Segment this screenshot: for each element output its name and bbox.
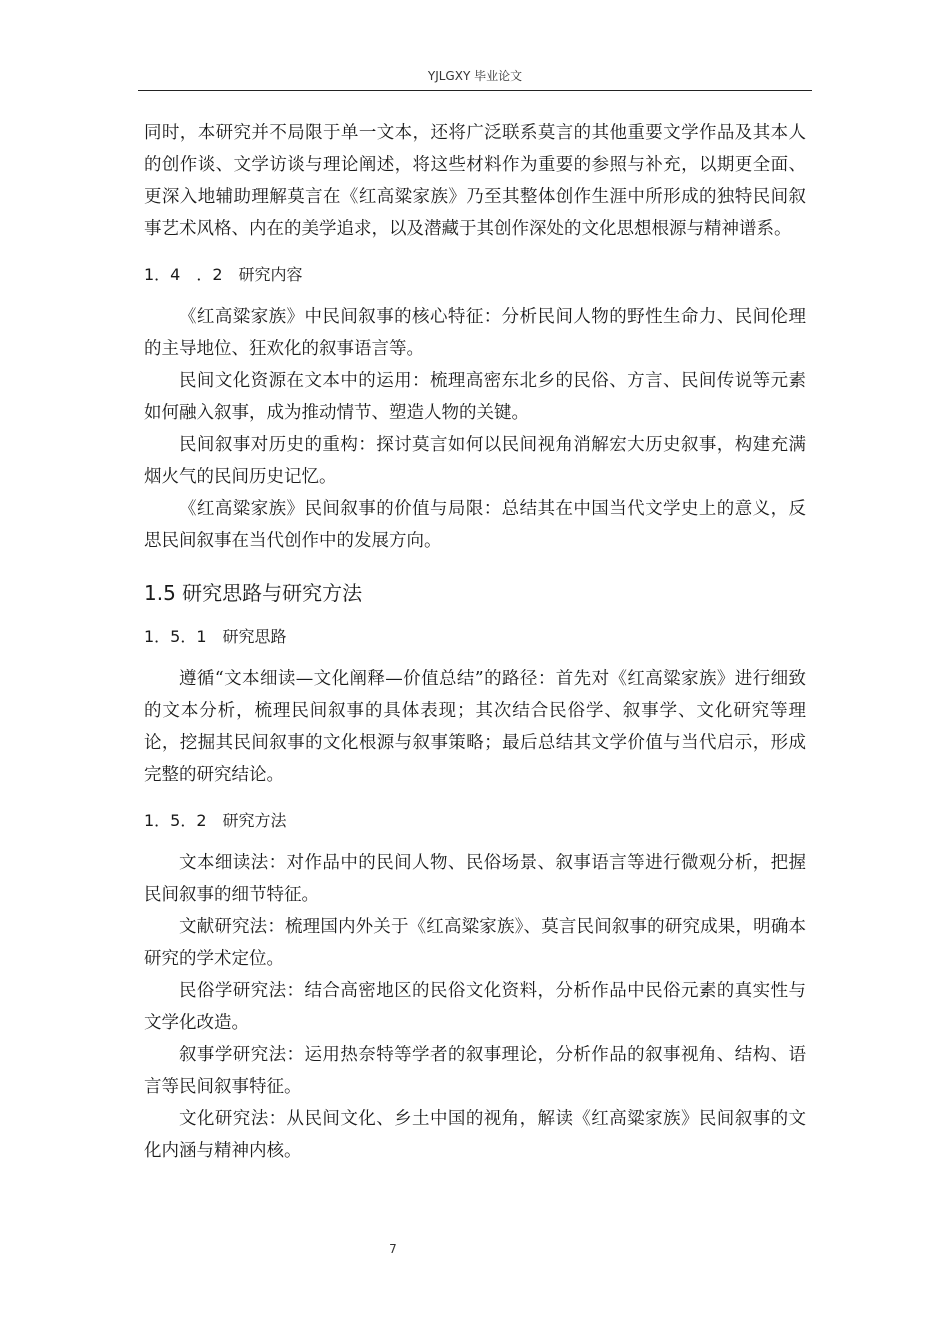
method-paragraph: 叙事学研究法：运用热奈特等学者的叙事理论，分析作品的叙事视角、结构、语言等民间叙事特征。 (144, 1045, 806, 1097)
method-paragraph: 民俗学研究法：结合高密地区的民俗文化资料，分析作品中民俗元素的真实性与文学化改造。 (144, 981, 806, 1033)
method-paragraph: 文献研究法：梳理国内外关于《红高粱家族》、莫言民间叙事的研究成果，明确本研究的学术定位。 (144, 917, 806, 969)
content-paragraph: 民间叙事对历史的重构：探讨莫言如何以民间视角消解宏大历史叙事，构建充满烟火气的民间历史记忆。 (144, 435, 806, 487)
content-paragraph: 遵循“文本细读—文化阐释—价值总结”的路径：首先对《红高粱家族》进行细致的文本分析，梳理民间叙事的具体表现；其次结合民俗学、叙事学、文化研究等理论，挖掘其民间叙事的文化根源与叙事策略；最后总结其文学价值与当代启示，形成完整的研究结论。 (144, 669, 806, 785)
page-footer (0, 1242, 786, 1256)
section-heading-1-5: 1.5 研究思路与研究方法 (144, 581, 363, 605)
header-title: YJLGXY 毕业论文 (427, 69, 523, 83)
intro-paragraph: 同时，本研究并不局限于单一文本，还将广泛联系莫言的其他重要文学作品及其本人的创作谈、文学访谈与理论阐述，将这些材料作为重要的参照与补充，以期更全面、更深入地辅助理解莫言在《红高粱家族》乃至其整体创作生涯中所形成的独特民间叙事艺术风格、内在的美学追求，以及潜藏于其创作深处的文化思想根源与精神谱系。 (144, 123, 806, 239)
section-heading-1-5-2: 1．5．2 研究方法 (144, 811, 287, 830)
page-body (144, 117, 806, 1167)
section-heading-1-5-1: 1．5．1 研究思路 (144, 627, 287, 646)
section-heading-1-4-2: 1．4 ．2 研究内容 (144, 265, 303, 284)
content-paragraph: 《红高粱家族》中民间叙事的核心特征：分析民间人物的野性生命力、民间伦理的主导地位、狂欢化的叙事语言等。 (144, 307, 806, 359)
page-header (138, 66, 812, 91)
method-paragraph: 文本细读法：对作品中的民间人物、民俗场景、叙事语言等进行微观分析，把握民间叙事的细节特征。 (144, 853, 806, 905)
method-paragraph: 文化研究法：从民间文化、乡土中国的视角，解读《红高粱家族》民间叙事的文化内涵与精神内核。 (144, 1109, 806, 1161)
content-paragraph: 民间文化资源在文本中的运用：梳理高密东北乡的民俗、方言、民间传说等元素如何融入叙事，成为推动情节、塑造人物的关键。 (144, 371, 806, 423)
content-paragraph: 《红高粱家族》民间叙事的价值与局限：总结其在中国当代文学史上的意义，反思民间叙事在当代创作中的发展方向。 (144, 499, 806, 551)
page-number: 7 (389, 1242, 397, 1256)
